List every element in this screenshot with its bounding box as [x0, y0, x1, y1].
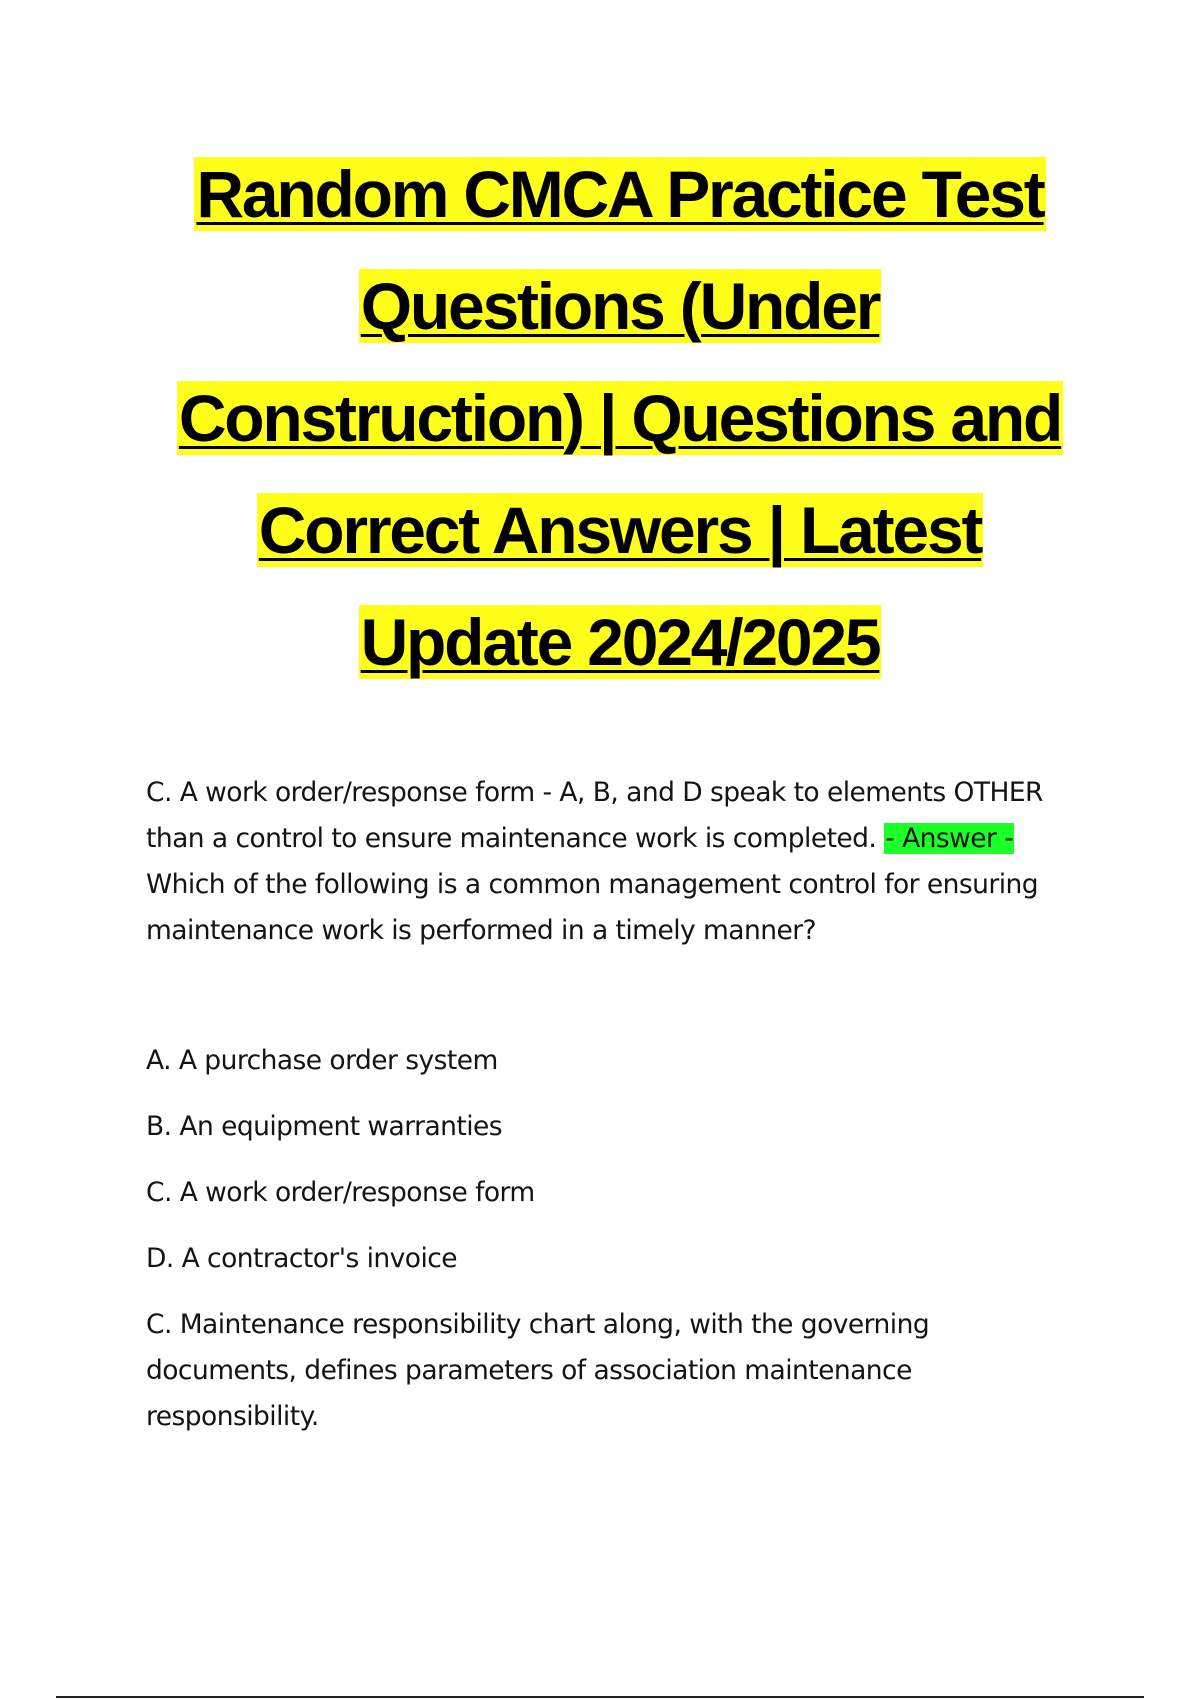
question-answer-block	[146, 770, 1086, 954]
options-list	[146, 1038, 1086, 1302]
title-line	[90, 138, 1150, 250]
title-line-text: Correct Answers | Latest	[258, 493, 982, 567]
title-line-text: Update 2024/2025	[360, 605, 880, 679]
title-line	[90, 586, 1150, 698]
footer-divider	[56, 1696, 1144, 1698]
option-item: C. A work order/response form	[146, 1177, 535, 1208]
title-line	[90, 250, 1150, 362]
answer-tag: - Answer -	[885, 823, 1014, 854]
question-text: Which of the following is a common management control for ensuring maintenance work is performed in a timely manner?	[146, 869, 1039, 946]
title-line-text: Questions (Under	[360, 269, 880, 343]
answer-text: C. A work order/response form - A, B, and D speak to elements OTHER than a control to ensure maintenance work is completed.	[146, 777, 1043, 854]
next-answer-paragraph: C. Maintenance responsibility chart along, with the governing documents, defines parameters of association maintenance responsibility.	[146, 1309, 930, 1432]
title-line-text: Random CMCA Practice Test	[196, 157, 1044, 231]
document-title	[90, 138, 1150, 698]
title-line-text: Construction) | Questions and	[178, 381, 1062, 455]
option-item: A. A purchase order system	[146, 1045, 498, 1076]
option-item: D. A contractor's invoice	[146, 1243, 458, 1274]
title-line	[90, 474, 1150, 586]
title-line	[90, 362, 1150, 474]
qa-paragraph	[146, 770, 1086, 954]
option-item: B. An equipment warranties	[146, 1111, 503, 1142]
